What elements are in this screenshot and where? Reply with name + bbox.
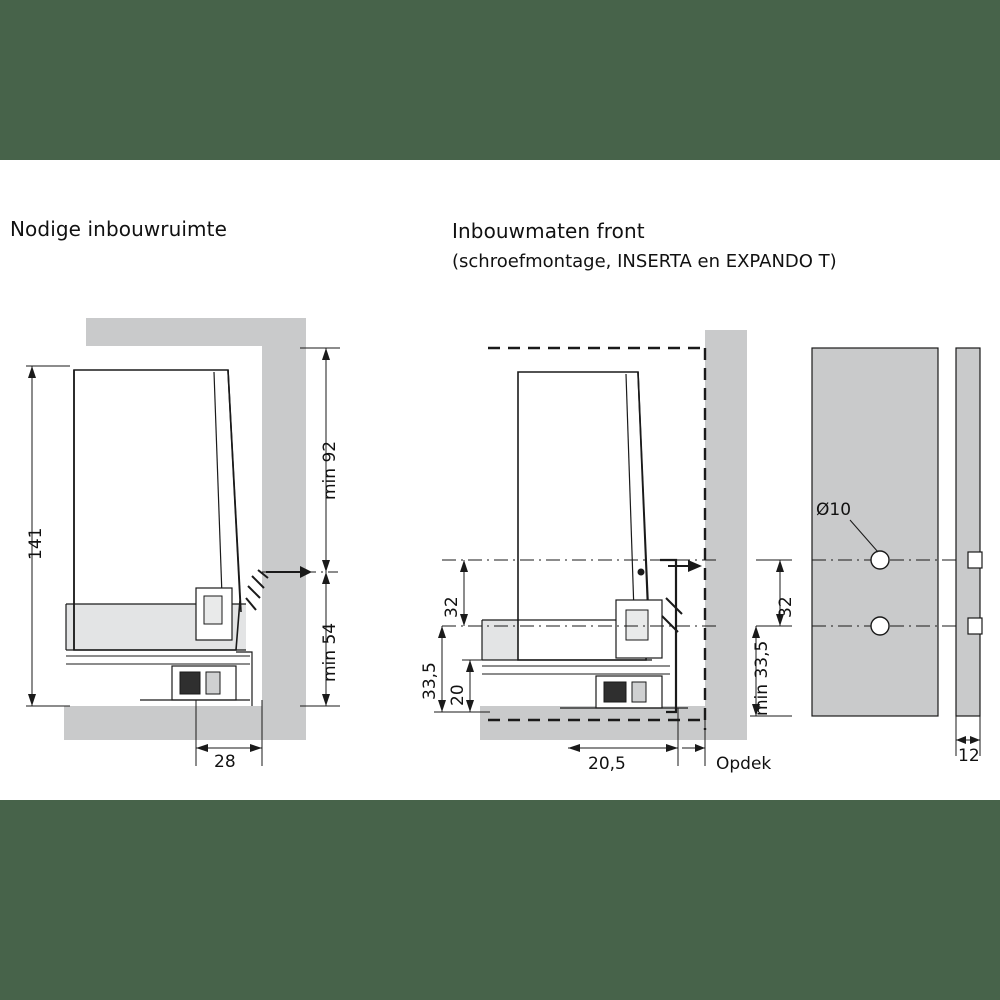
right-dim-33-5: 33,5 [420,662,440,700]
right-dim-32: 32 [442,596,462,618]
right-diagram-subtitle: (schroefmontage, INSERTA en EXPANDO T) [452,251,837,272]
left-dim-141: 141 [26,527,46,560]
overlay-label: Opdek [716,754,772,774]
right-diagram [420,0,1000,1000]
left-diagram [0,0,400,1000]
panel-dim-min-33-5: min 33,5 [752,640,772,716]
left-diagram-title: Nodige inbouwruimte [10,217,227,241]
panel-dim-32: 32 [776,596,796,618]
left-dim-28: 28 [214,752,236,772]
right-drawing-vectors [420,0,1000,1000]
panel-thickness-label: 12 [958,746,980,766]
right-dim-20: 20 [448,684,468,706]
right-dim-20-5: 20,5 [588,754,626,774]
left-drawing-vectors [0,0,400,1000]
hole-diameter-label: Ø10 [816,500,852,520]
right-diagram-title: Inbouwmaten front [452,219,645,243]
left-dim-min92: min 92 [320,440,340,500]
left-dim-min54: min 54 [320,622,340,682]
